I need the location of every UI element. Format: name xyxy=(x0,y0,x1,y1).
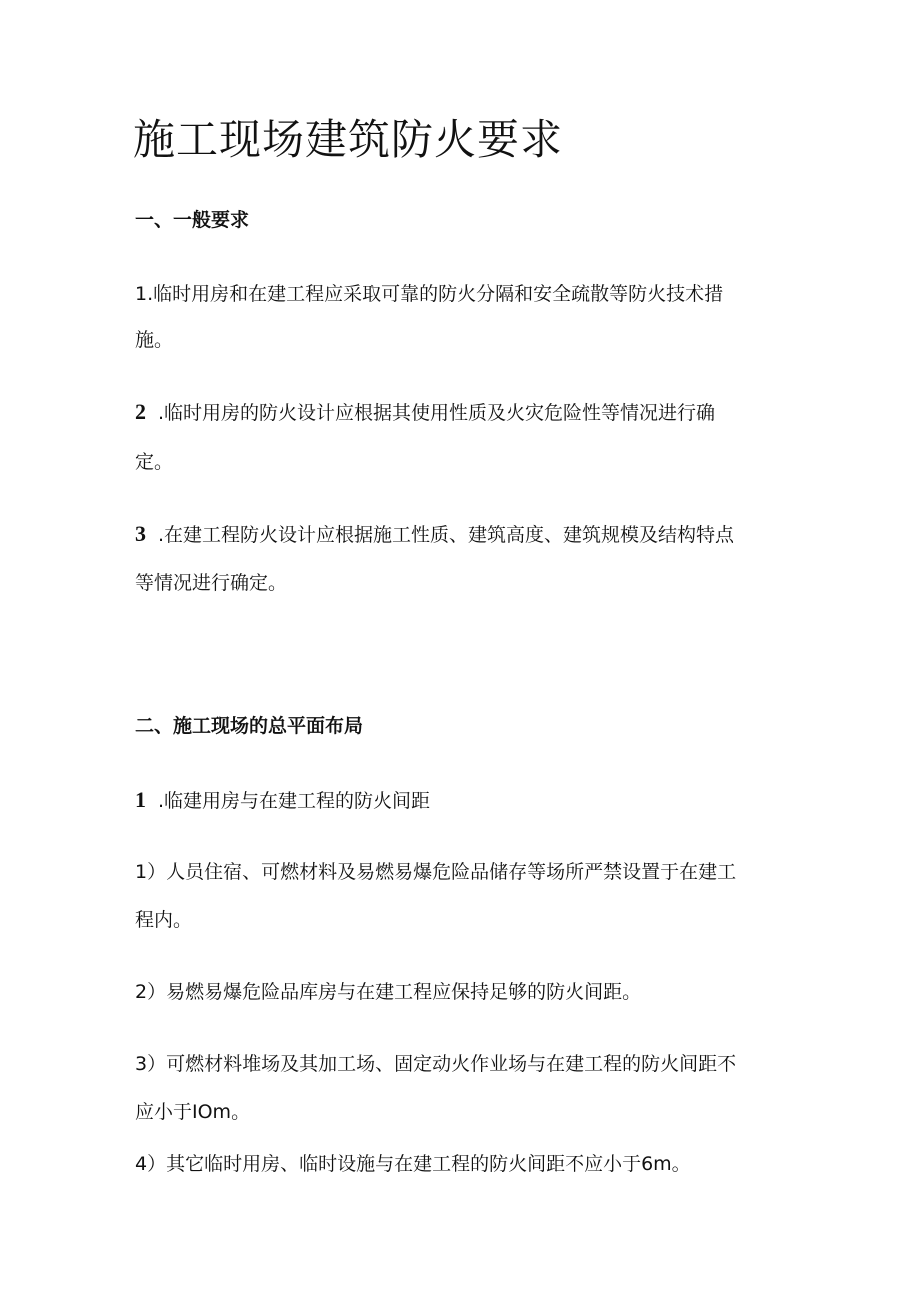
paragraph-number: 3 xyxy=(135,521,146,546)
paragraph-1-line-2: 施。 xyxy=(135,329,174,351)
paragraph-text: .在建工程防火设计应根据施工性质、建筑高度、建筑规模及结构特点 xyxy=(158,524,735,546)
paragraph-text: .临建用房与在建工程的防火间距 xyxy=(158,790,431,812)
paragraph-3-line-1 xyxy=(135,522,734,547)
clause-2-line-1: 2）易燃易爆危险品库房与在建工程应保持足够的防火间距。 xyxy=(135,981,642,1003)
clause-3-line-1: 3）可燃材料堆场及其加工场、固定动火作业场与在建工程的防火间距不 xyxy=(135,1053,737,1075)
paragraph-number: 2 xyxy=(135,399,146,424)
paragraph-text: 临时用房和在建工程应采取可靠的防火分隔和安全疏散等防火技术措 xyxy=(153,283,724,305)
clause-1-line-2: 程内。 xyxy=(135,909,193,931)
clause-4-line-1: 4）其它临时用房、临时设施与在建工程的防火间距不应小于6m。 xyxy=(135,1153,691,1175)
paragraph-number: 1. xyxy=(135,283,154,305)
paragraph-2-line-1 xyxy=(135,400,715,425)
paragraph-3-line-2: 等情况进行确定。 xyxy=(135,572,288,594)
paragraph-2-line-2: 定。 xyxy=(135,451,174,473)
subsection-heading-1 xyxy=(135,788,430,813)
section-heading-layout: 二、施工现场的总平面布局 xyxy=(135,715,364,737)
clause-3-line-2: 应小于IOm。 xyxy=(135,1101,251,1123)
page-title: 施工现场建筑防火要求 xyxy=(133,115,564,164)
paragraph-number: 1 xyxy=(135,787,146,812)
section-heading-general: 一、一般要求 xyxy=(135,209,250,231)
paragraph-text: .临时用房的防火设计应根据其使用性质及火灾危险性等情况进行确 xyxy=(158,402,716,424)
paragraph-1-line-1 xyxy=(135,282,723,306)
clause-1-line-1: 1）人员住宿、可燃材料及易燃易爆危险品储存等场所严禁设置于在建工 xyxy=(135,861,737,883)
